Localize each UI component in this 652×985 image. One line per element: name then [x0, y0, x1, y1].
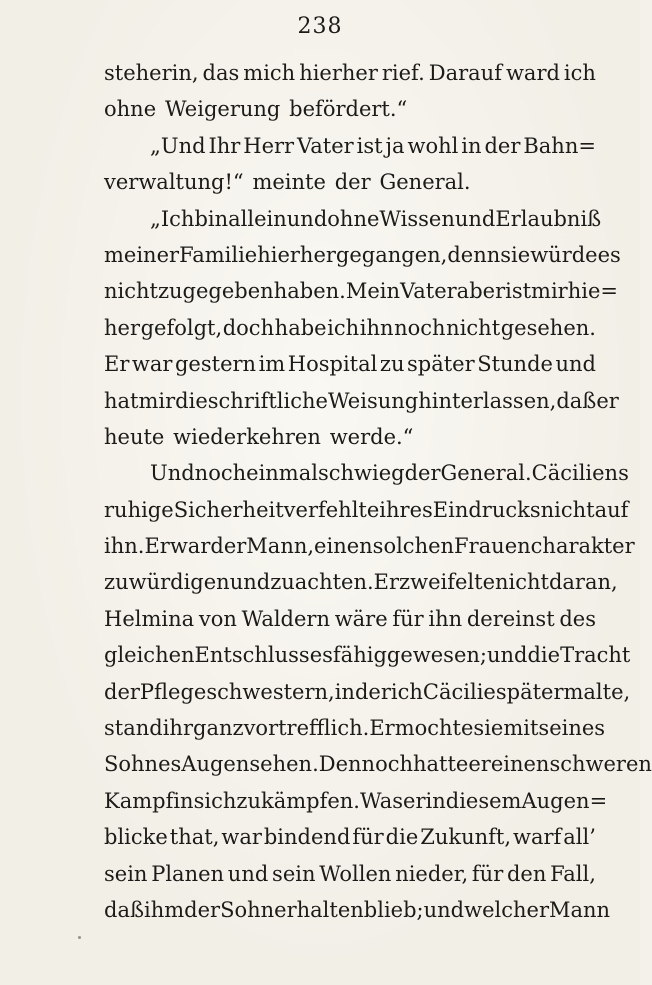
word: mochte [394, 716, 474, 741]
text-line [104, 492, 629, 528]
word: und [486, 643, 528, 668]
word: allein [228, 206, 287, 231]
word: er [403, 788, 426, 813]
word: den [506, 861, 547, 886]
word: war [221, 825, 262, 850]
word: sich [193, 788, 237, 813]
word: Bahn= [523, 133, 596, 158]
word: war [131, 352, 173, 377]
word: in [173, 788, 194, 813]
text-line [104, 346, 596, 382]
text-line [104, 674, 631, 710]
word: auf [594, 497, 629, 522]
word: Was [359, 788, 404, 813]
word: warf [512, 825, 562, 850]
word: zugegeben [157, 279, 274, 304]
word: Vater [400, 279, 457, 304]
word: und [286, 206, 328, 231]
word: Kampf [104, 788, 174, 813]
word: ihr [162, 716, 193, 741]
word: Herr [243, 133, 295, 158]
word: Pflegeschwestern, [139, 679, 335, 704]
word: Er [373, 570, 400, 595]
word: daran, [548, 570, 618, 595]
word: es [597, 242, 621, 267]
word: zu [270, 570, 295, 595]
word: Er [104, 352, 130, 377]
word: ohne [104, 97, 157, 122]
word: später [407, 352, 475, 377]
word: noch [194, 461, 247, 486]
word: Stunde [477, 352, 553, 377]
word: ich [327, 315, 360, 340]
word: Augen= [521, 788, 608, 813]
word: die [527, 643, 561, 668]
word: Frauencharakter [454, 534, 635, 559]
word: seines [538, 716, 606, 741]
word: fähig [332, 643, 387, 668]
word: „Ich [150, 206, 195, 231]
word: aber [456, 279, 506, 304]
word: schwieg [317, 461, 405, 486]
word: der [210, 534, 247, 559]
word: ist [356, 133, 383, 158]
word: sein [104, 861, 148, 886]
word: ward [505, 61, 560, 85]
word: blieb; [363, 897, 424, 922]
word: mich [243, 61, 296, 85]
word: heute [104, 424, 165, 449]
word: Zukunft, [420, 825, 512, 850]
word: Weisung [327, 388, 419, 413]
word: Augen [181, 752, 250, 777]
word: schweren [549, 752, 652, 777]
word: Ihr [208, 133, 241, 158]
word: würde [530, 242, 598, 267]
word: Entschlusses [194, 643, 333, 668]
text-line [104, 164, 596, 200]
word: Helmina [104, 606, 195, 631]
word: mir [138, 388, 176, 413]
text-line [104, 819, 596, 855]
text-line [104, 310, 596, 346]
word: Cäciliens [531, 461, 629, 486]
text-line [104, 419, 596, 455]
word: ich [563, 61, 596, 85]
word: sie [500, 242, 531, 267]
word: Familie [179, 242, 258, 267]
word: gesehen. [500, 315, 596, 340]
text-line [104, 273, 618, 309]
word: daß [556, 388, 597, 413]
word: und [454, 206, 496, 231]
word: gestern [174, 352, 257, 377]
word: einen [314, 534, 373, 559]
word: that, [169, 825, 220, 850]
word: des [559, 606, 596, 631]
word: Wissen [379, 206, 455, 231]
word: hinterlassen, [418, 388, 557, 413]
word: dereinst [466, 606, 555, 631]
body-text [104, 55, 652, 928]
word: werde.“ [329, 424, 414, 449]
word: Mein [345, 279, 400, 304]
word: ja [385, 133, 405, 158]
text-line [104, 91, 596, 127]
word: ihn [428, 606, 463, 631]
text-line [104, 637, 631, 673]
word: schriftliche [207, 388, 328, 413]
word: später [495, 679, 564, 704]
word: wäre [334, 606, 388, 631]
word: rief. [381, 61, 425, 85]
word: wohl [407, 133, 459, 158]
word: Tracht [560, 643, 631, 668]
word: blicke [104, 825, 168, 850]
word: einen [490, 752, 550, 777]
word: die [385, 825, 419, 850]
word: Eindrucks [432, 497, 541, 522]
word: in [461, 133, 482, 158]
word: Und [150, 461, 195, 486]
word: diesem [445, 788, 522, 813]
text-line [104, 201, 602, 237]
word: er [468, 752, 491, 777]
text-line [104, 892, 611, 928]
word: für [392, 606, 424, 631]
word: ist [505, 279, 532, 304]
word: welcher [464, 897, 549, 922]
word: und [227, 861, 269, 886]
word: Waldern [241, 606, 330, 631]
word: Sicherheit [173, 497, 284, 522]
word: würdigen [128, 570, 230, 595]
text-line [104, 601, 596, 637]
word: sehen. [249, 752, 319, 777]
word: Hospital [287, 352, 378, 377]
word: einmal [246, 461, 318, 486]
word: die [175, 388, 208, 413]
word: vortrefflich. [243, 716, 370, 741]
word: Mann [549, 897, 611, 922]
word: ihm [144, 897, 185, 922]
text-line [104, 128, 596, 164]
word: General. [440, 461, 532, 486]
text-line [104, 710, 606, 746]
word: nieder, [395, 861, 469, 886]
word: im [258, 352, 286, 377]
word: ruhige [104, 497, 174, 522]
word: Fall, [550, 861, 596, 886]
word: General. [379, 170, 471, 195]
word: hie= [567, 279, 618, 304]
word: wiederkehren [173, 424, 321, 449]
word: zu [379, 352, 405, 377]
word: Sohn [220, 897, 275, 922]
word: sein [272, 861, 316, 886]
word: und [423, 897, 465, 922]
text-line [104, 564, 618, 600]
word: nicht [495, 570, 549, 595]
word: Erlaubniß [495, 206, 602, 231]
word: und [229, 570, 271, 595]
paper-speck [78, 936, 81, 939]
word: Er [144, 534, 170, 559]
word: noch [394, 315, 446, 340]
word: in [334, 679, 355, 704]
word: nicht [540, 497, 595, 522]
word: von [198, 606, 237, 631]
word: daß [104, 897, 144, 922]
word: zweifelte [399, 570, 495, 595]
word: ganz [193, 716, 244, 741]
page-number: 238 [297, 14, 343, 39]
word: der [104, 679, 140, 704]
text-line [104, 856, 596, 892]
word: der [484, 133, 521, 158]
word: erhalten [274, 897, 364, 922]
word: denn [447, 242, 501, 267]
word: gewesen; [386, 643, 487, 668]
word: ihn [359, 315, 394, 340]
word: mir [531, 279, 568, 304]
word: für [471, 861, 504, 886]
word: Dennoch [318, 752, 413, 777]
word: hierher [299, 61, 378, 85]
word: bin [194, 206, 229, 231]
word: nicht [104, 279, 158, 304]
word: befördert.“ [289, 97, 408, 122]
text-line [104, 528, 635, 564]
word: in [425, 788, 446, 813]
word: stand [104, 716, 163, 741]
word: ich [390, 679, 423, 704]
word: hat [104, 388, 139, 413]
word: Er [369, 716, 395, 741]
word: all’ [563, 825, 596, 850]
word: er [596, 388, 619, 413]
word: gleichen [104, 643, 195, 668]
word: sie [473, 716, 504, 741]
word: solchen [372, 534, 455, 559]
word: der [404, 461, 441, 486]
word: verfehlte [283, 497, 380, 522]
text-line [104, 383, 619, 419]
word: habe [274, 315, 327, 340]
word: zu [104, 570, 129, 595]
word: her [104, 315, 140, 340]
word: Wollen [319, 861, 392, 886]
word: ohne [327, 206, 380, 231]
text-line [104, 746, 652, 782]
word: mit [503, 716, 539, 741]
word: malte, [563, 679, 631, 704]
word: meinte [252, 170, 326, 195]
word: „Und [150, 133, 206, 158]
word: verwaltung!“ [104, 170, 244, 195]
word: und [555, 352, 596, 377]
word: gefolgt, [140, 315, 223, 340]
word: achten. [294, 570, 374, 595]
word: Cäcilie [422, 679, 496, 704]
text-line [104, 237, 621, 273]
word: Vater [297, 133, 354, 158]
word: Planen [151, 861, 225, 886]
word: war [169, 534, 211, 559]
word: Sohnes [104, 752, 182, 777]
text-line [104, 455, 629, 491]
word: meiner [104, 242, 180, 267]
text-line [104, 783, 608, 819]
word: Mann, [246, 534, 315, 559]
word: der [184, 897, 221, 922]
word: ihres [379, 497, 433, 522]
word: hierher [257, 242, 336, 267]
word: Darauf [428, 61, 502, 85]
word: Weigerung [164, 97, 281, 122]
word: das [202, 61, 240, 85]
word: gegangen, [335, 242, 448, 267]
word: hatte [413, 752, 469, 777]
word: der [354, 679, 391, 704]
word: zu [236, 788, 261, 813]
word: bindend [263, 825, 351, 850]
word: steherin, [104, 61, 199, 85]
word: ihn. [104, 534, 145, 559]
word: der [334, 170, 371, 195]
text-line [104, 55, 596, 91]
word: kämpfen. [260, 788, 360, 813]
word: haben. [273, 279, 346, 304]
word: für [352, 825, 384, 850]
word: doch [222, 315, 275, 340]
word: nicht [446, 315, 501, 340]
